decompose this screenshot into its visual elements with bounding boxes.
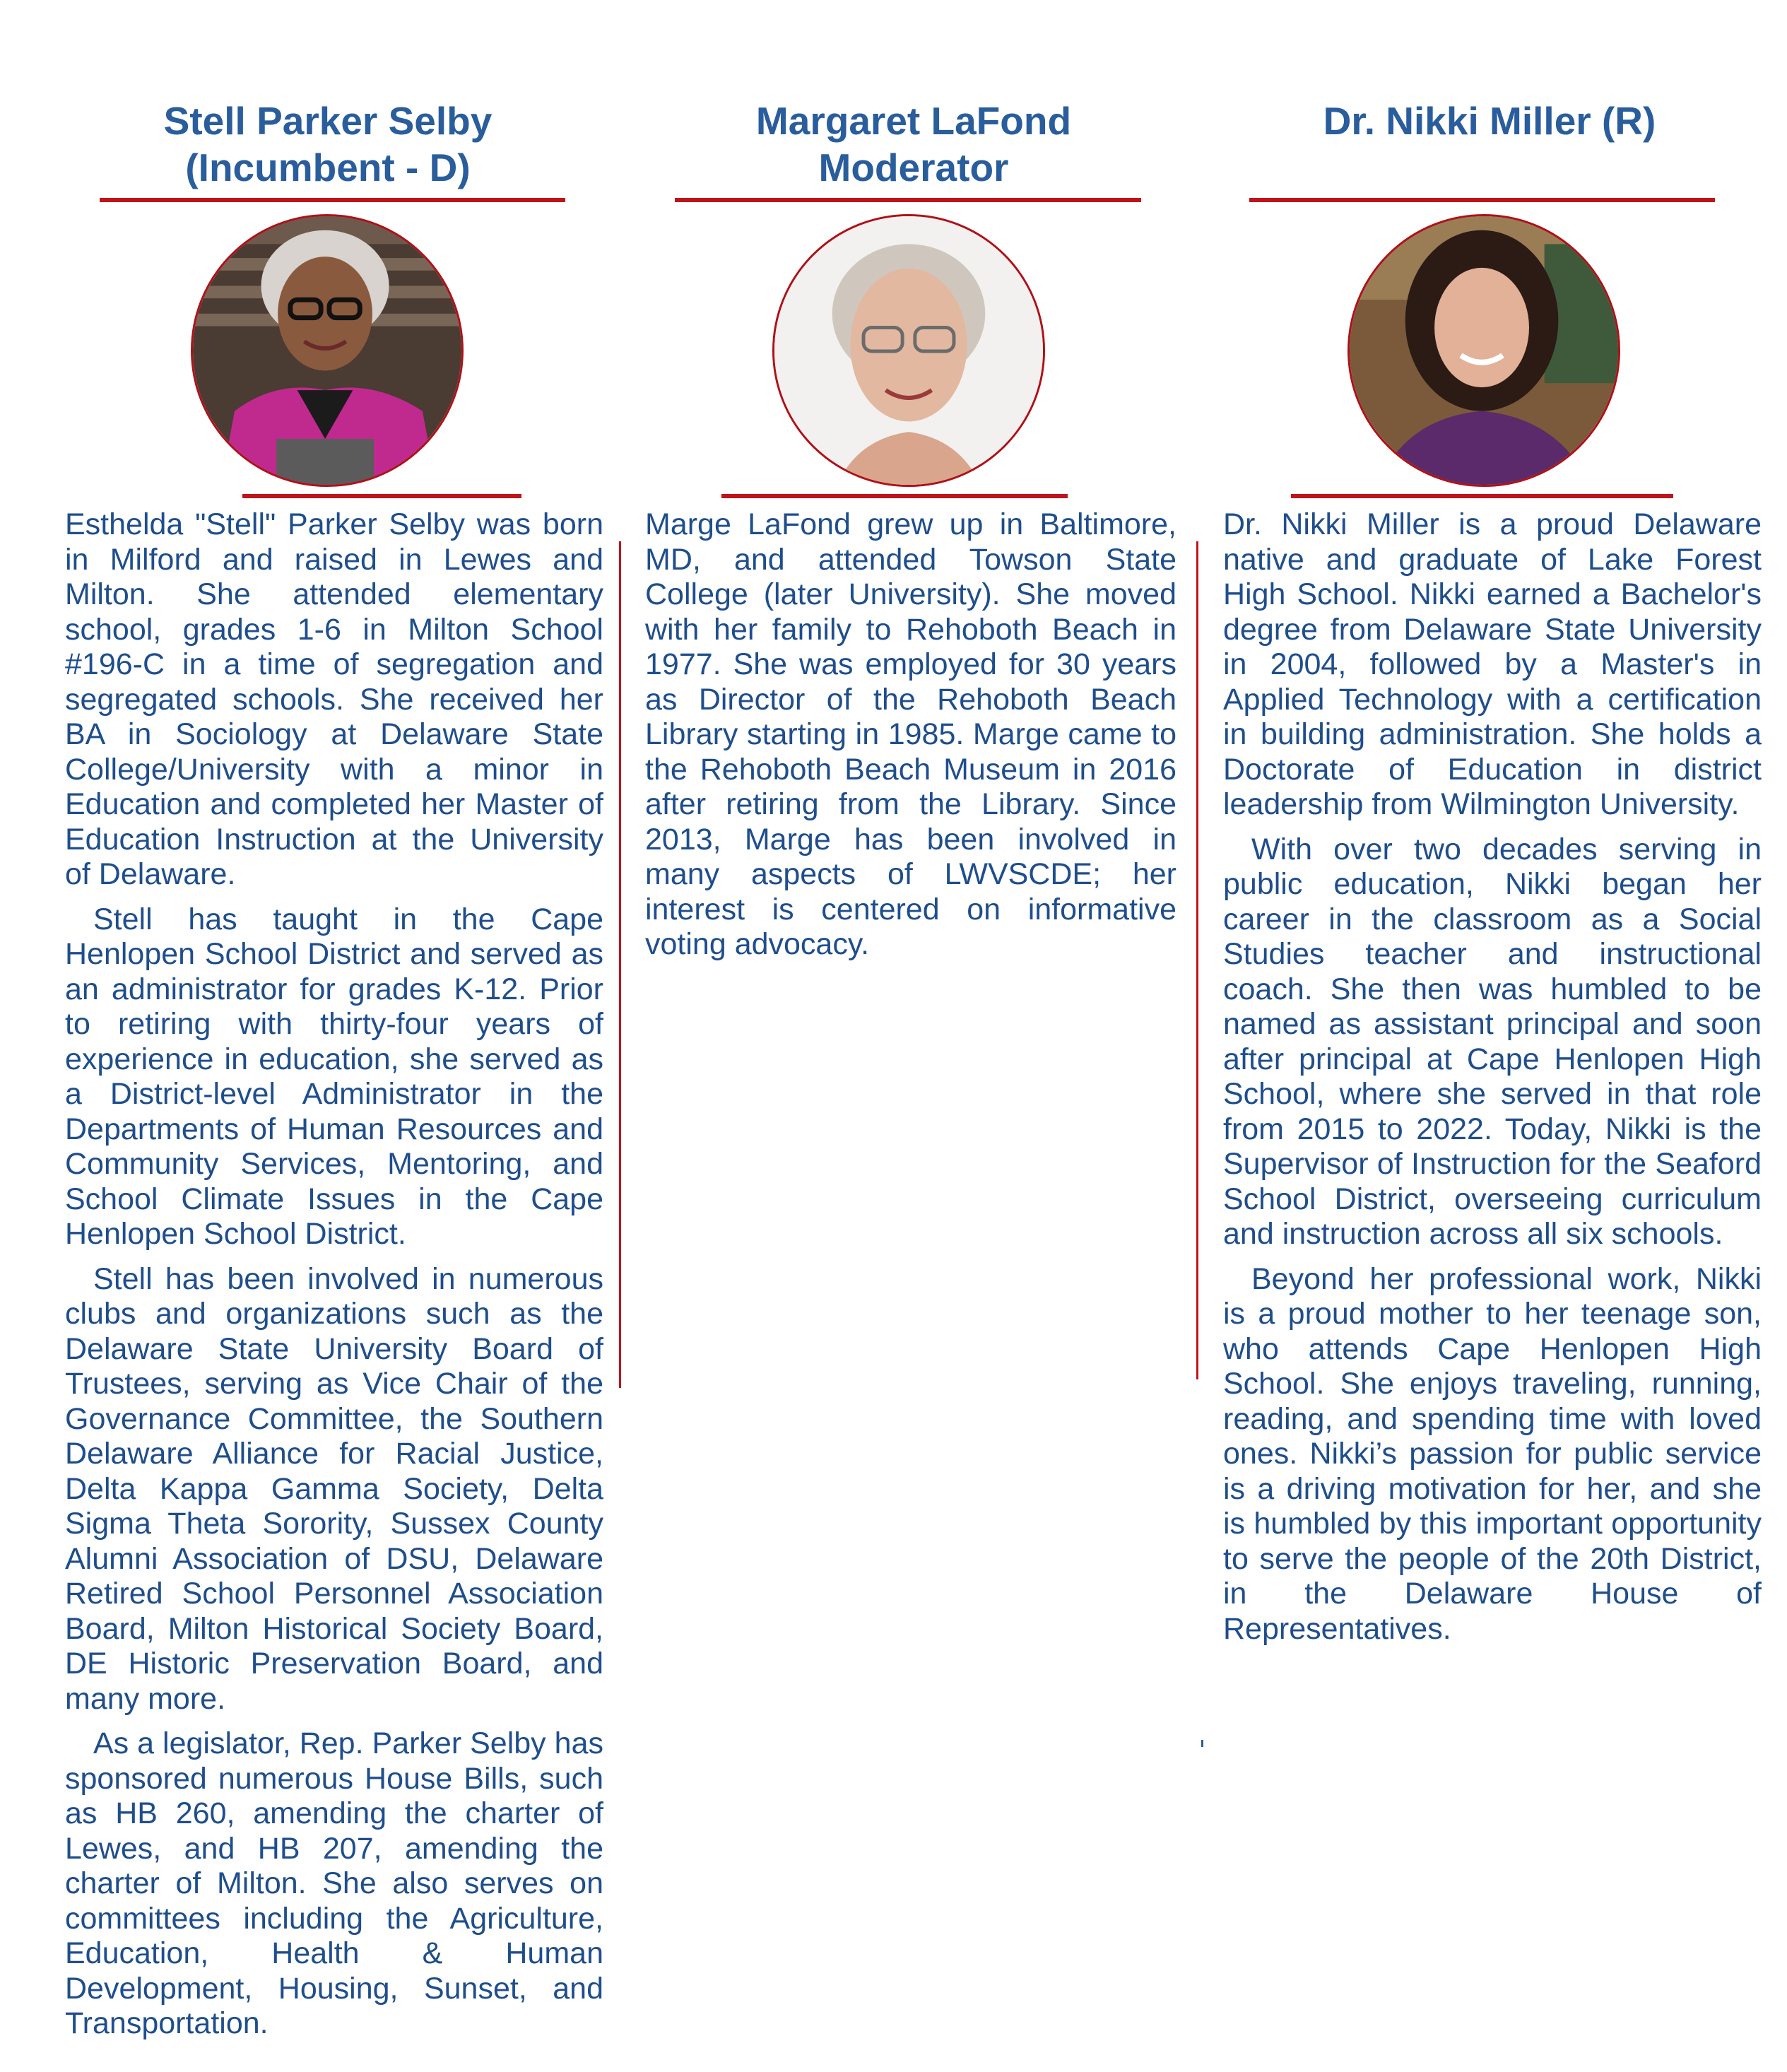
- bio-paragraph: Stell has been involved in numerous clubs and organizations such as the Delaware State University Board of Trustees, serving as Vice Chair of the Governance Committee, the Southern Delaware Alliance for Racial Justice, Delta Kappa Gamma Society, Delta Sigma Theta Sorority, Sussex County Alumni Association of DSU, Delaware Retired School Personnel Association Board, Milton Historical Society Board, DE Historic Preservation Board, and many more.: [65, 1261, 603, 1716]
- bio-paragraph: With over two decades serving in public education, Nikki began her career in the classroom as a Social Studies teacher and instructional coach. She then was humbled to be named as assistant principal and soon after principal at Cape Henlopen High School, where she served in that role from 2015 to 2022. Today, Nikki is the Supervisor of Instruction for the Seaford School District, overseeing curriculum and instruction across all six schools.: [1223, 832, 1762, 1251]
- candidate-affiliation: (Incumbent - D): [185, 146, 471, 189]
- heading-divider: [100, 198, 565, 202]
- moderator-name-heading: [666, 98, 1161, 191]
- photo-divider: [1291, 494, 1673, 498]
- candidate-name: Dr. Nikki Miller (R): [1323, 99, 1656, 143]
- portrait-image-icon: [193, 216, 461, 485]
- photo-divider: [721, 494, 1068, 498]
- bio-paragraph: Marge LaFond grew up in Baltimore, MD, and attended Towson State College (later University). She moved with her family to Rehoboth Beach in 1977. She was employed for 30 years as Director of the Rehoboth Beach Library starting in 1985. Marge came to the Rehoboth Beach Museum in 2016 after retiring from the Library. Since 2013, Marge has been involved in many aspects of LWVSCDE; her interest is centered on informative voting advocacy.: [645, 507, 1176, 961]
- bio-paragraph: Esthelda "Stell" Parker Selby was born in Milford and raised in Lewes and Milton. She attended elementary school, grades 1-6 in Milton School #196-C in a time of segregation and segregated schools. She received her BA in Sociology at Delaware State College/University with a minor in Education and completed her Master of Education Instruction at the University of Delaware.: [65, 507, 603, 891]
- portrait-photo-stell-parker-selby: [191, 214, 464, 487]
- portrait-image-icon: [1350, 216, 1618, 485]
- heading-divider: [1249, 198, 1715, 202]
- candidate-bio: [1223, 507, 1762, 1656]
- moderator-bio: [645, 507, 1176, 972]
- bio-paragraph: Dr. Nikki Miller is a proud Delaware native and graduate of Lake Forest High School. Nikki earned a Bachelor's degree from Delaware State University in 2004, followed by a Master's in Applied Technology with a certification in building administration. She holds a Doctorate of Education in district leadership from Wilmington University.: [1223, 507, 1762, 821]
- candidate-name-heading: [81, 98, 575, 191]
- bio-paragraph: Stell has taught in the Cape Henlopen School District and served as an administrator for grades K-12. Prior to retiring with thirty-four years of experience in education, she served as a District-level Administrator in the Departments of Human Resources and Community Services, Mentoring, and School Climate Issues in the Cape Henlopen School District.: [65, 902, 603, 1251]
- candidate-name: Stell Parker Selby: [163, 99, 493, 143]
- candidate-bio: [65, 507, 603, 2052]
- photo-divider: [242, 494, 521, 498]
- column-separator: [619, 541, 621, 1388]
- heading-divider: [675, 198, 1141, 202]
- stray-mark: [1201, 1740, 1203, 1747]
- column-separator: [1196, 541, 1198, 1379]
- moderator-name: Margaret LaFond: [755, 99, 1072, 143]
- portrait-photo-margaret-lafond: [772, 214, 1045, 487]
- bio-paragraph: Beyond her professional work, Nikki is a proud mother to her teenage son, who attends Cape Henlopen High School. She enjoys traveling, running, reading, and spending time with loved ones. Nikki’s passion for public service is a driving motivation for her, and she is humbled by this important opportunity to serve the people of the 20th District, in the Delaware House of Representatives.: [1223, 1261, 1762, 1646]
- portrait-image-icon: [774, 216, 1043, 485]
- moderator-role: Moderator: [818, 146, 1009, 189]
- portrait-photo-nikki-miller: [1347, 214, 1620, 487]
- candidate-name-heading: [1242, 98, 1737, 144]
- bio-paragraph: As a legislator, Rep. Parker Selby has sponsored numerous House Bills, such as HB 260, amending the charter of Lewes, and HB 207, amending the charter of Milton. She also serves on committees including the Agriculture, Education, Health & Human Development, Housing, Sunset, and Transportation.: [65, 1726, 603, 2040]
